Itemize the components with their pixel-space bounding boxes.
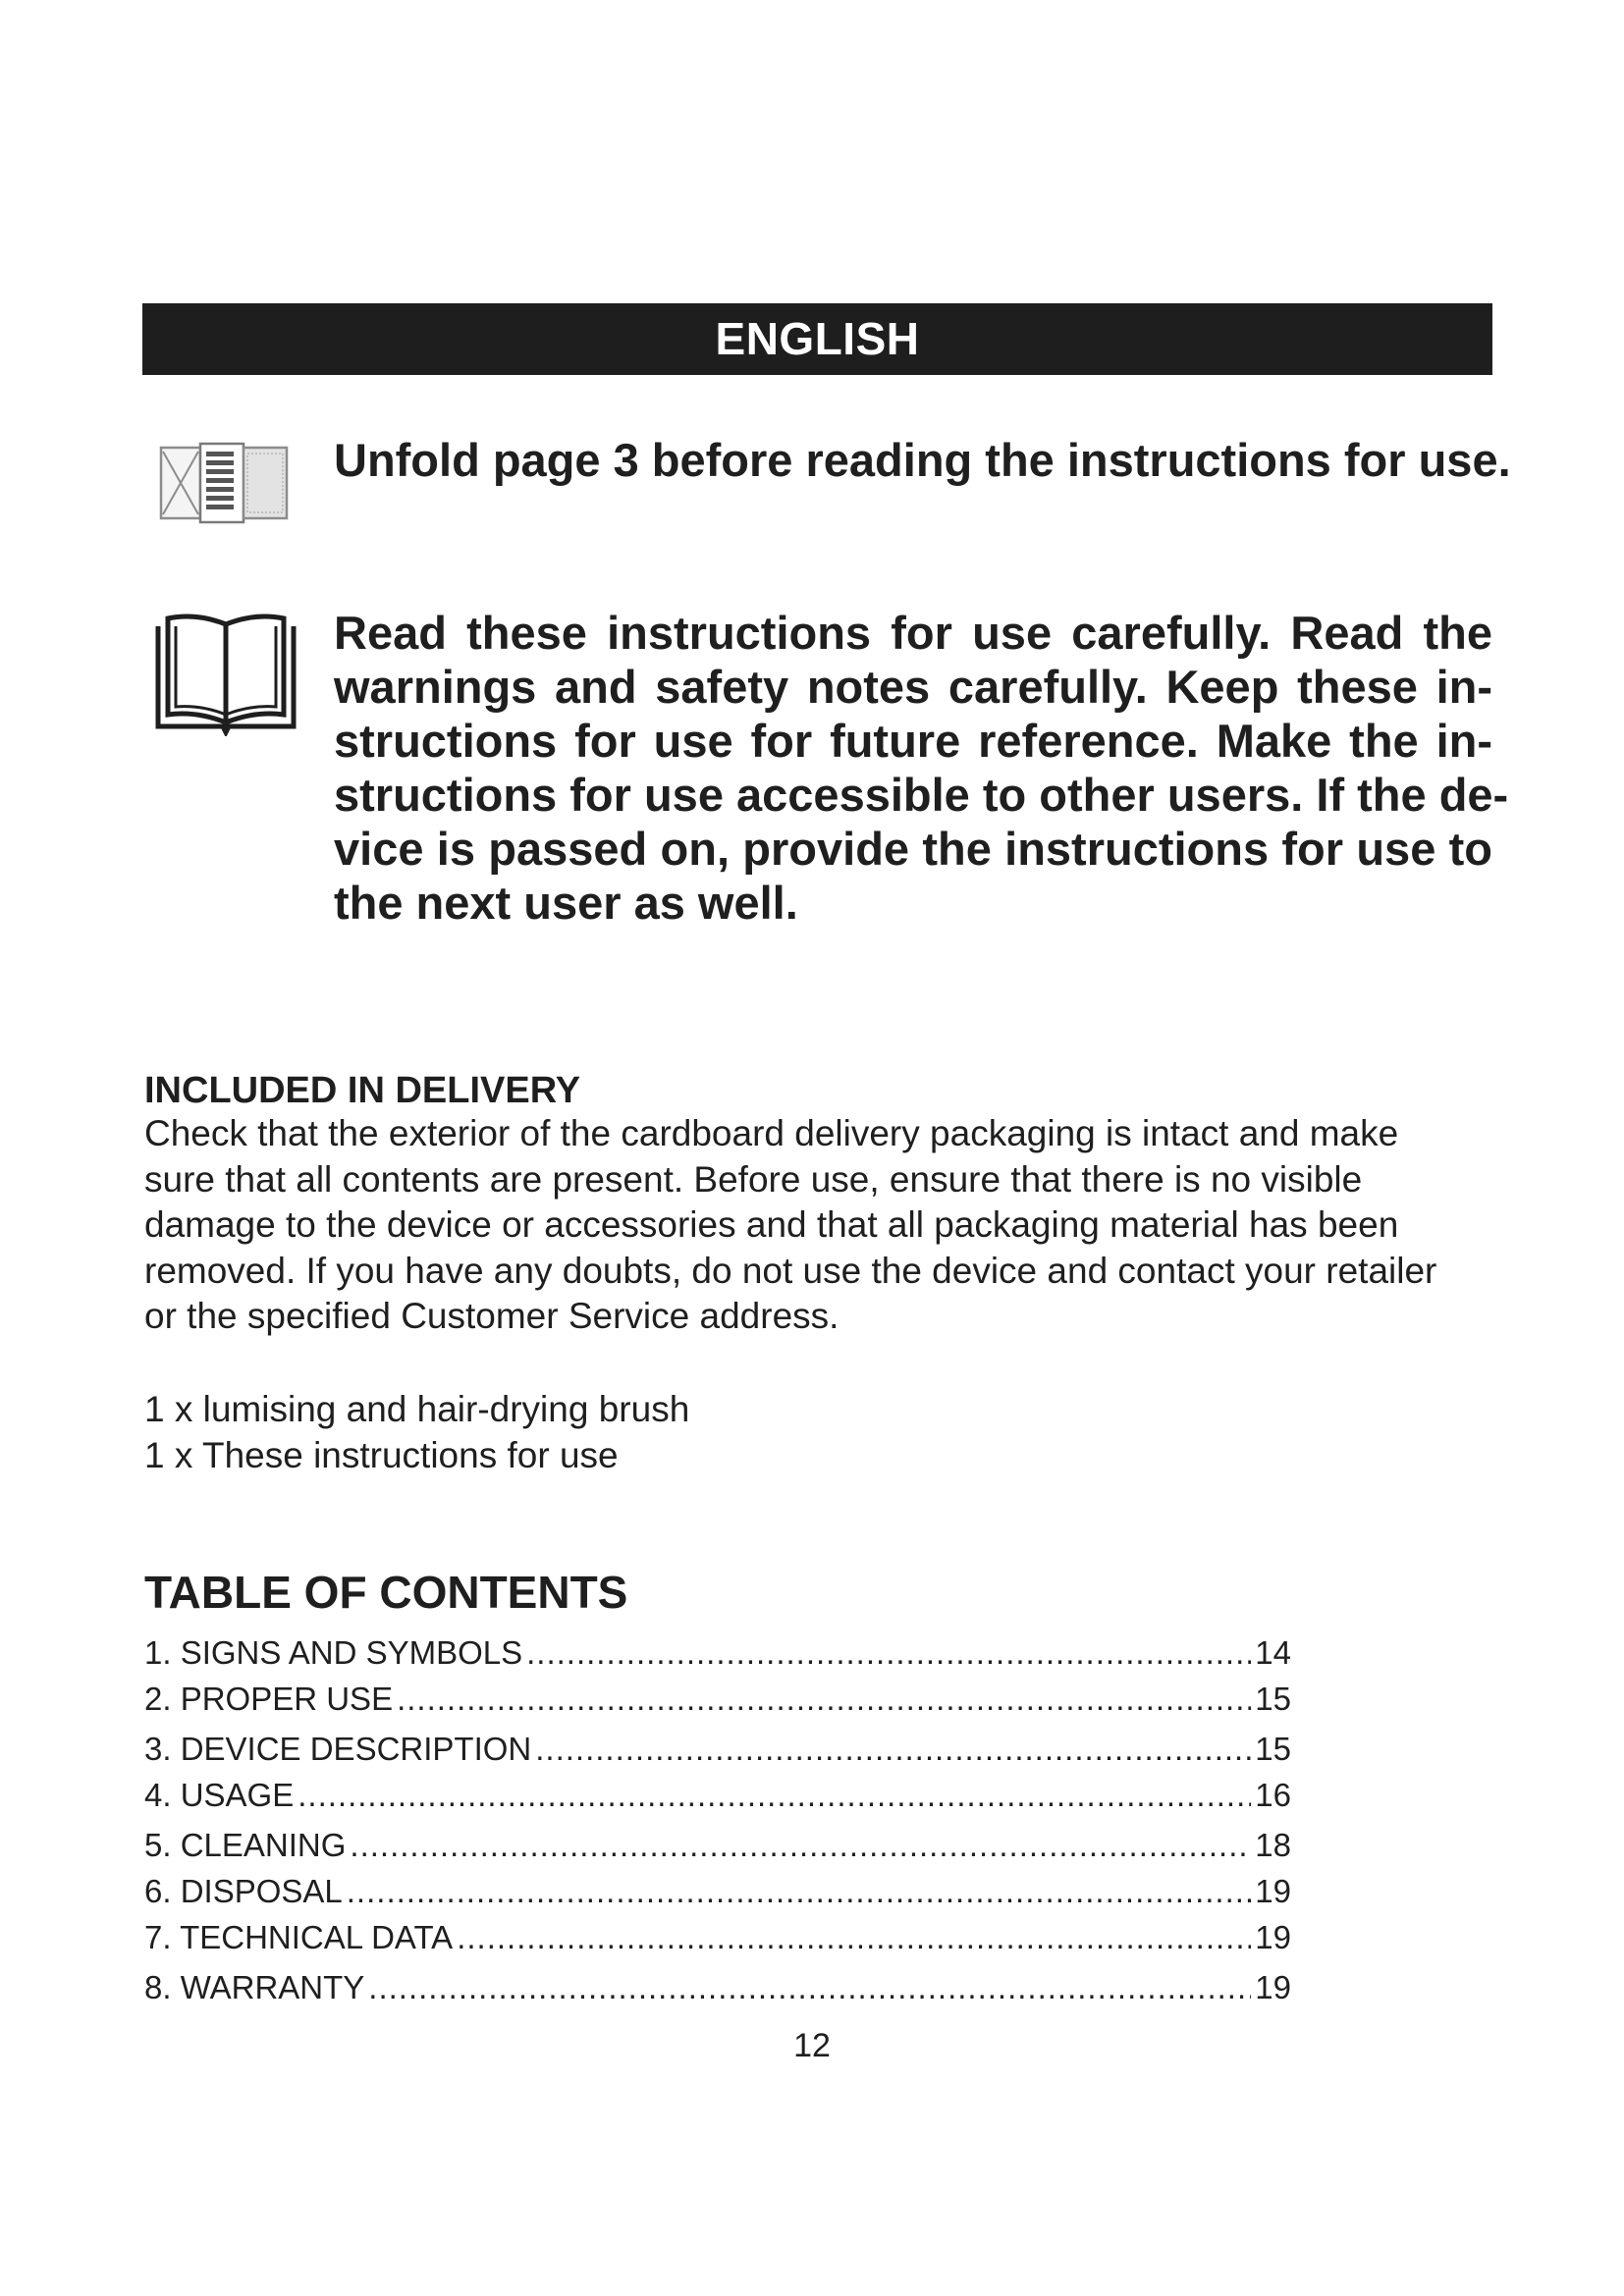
- notice-line: structions for use for future reference. Make the in-: [334, 715, 1492, 767]
- toc-entry-title: 6. DISPOSAL: [144, 1873, 343, 1909]
- paragraph-line: Check that the exterior of the cardboard delivery packaging is intact and make: [144, 1113, 1399, 1153]
- toc-leader: [347, 1872, 1252, 1911]
- notice-line: structions for use accessible to other users. If the de-: [334, 769, 1509, 821]
- toc-entry[interactable]: [144, 1968, 1291, 2007]
- toc-entry-page: 19: [1255, 1873, 1291, 1909]
- toc-entry-page: 19: [1255, 1919, 1291, 1955]
- toc-entry-page: 15: [1255, 1681, 1291, 1717]
- toc-leader: [535, 1730, 1251, 1769]
- delivery-paragraph: [144, 1111, 1499, 1340]
- toc-entry[interactable]: [144, 1680, 1291, 1719]
- open-book-icon: [152, 609, 299, 736]
- unfold-page-icon: [157, 438, 295, 526]
- toc-entry[interactable]: [144, 1633, 1291, 1673]
- toc-entry-title: 8. WARRANTY: [144, 1969, 365, 2005]
- toc-entry-title: 2. PROPER USE: [144, 1681, 394, 1717]
- toc-entry-title: 4. USAGE: [144, 1777, 295, 1813]
- toc-heading: TABLE OF CONTENTS: [144, 1567, 628, 1618]
- notice-line: Read these instructions for use carefully. Read the: [334, 607, 1492, 659]
- toc-leader: [368, 1968, 1251, 2007]
- toc-leader: [298, 1776, 1251, 1815]
- delivery-items: [144, 1387, 689, 1478]
- toc-entry-page: 15: [1255, 1731, 1291, 1767]
- delivery-heading: INCLUDED IN DELIVERY: [144, 1070, 581, 1111]
- toc-entry[interactable]: [144, 1826, 1291, 1865]
- notice-line: the next user as well.: [334, 877, 798, 929]
- unfold-notice: Unfold page 3 before reading the instructions for use.: [334, 434, 1511, 486]
- toc-entry-page: 18: [1255, 1827, 1291, 1863]
- paragraph-line: sure that all contents are present. Before use, ensure that there is no visible: [144, 1158, 1363, 1200]
- toc-entry-page: 16: [1255, 1777, 1291, 1813]
- toc-entry-title: 5. CLEANING: [144, 1827, 347, 1863]
- toc-entry[interactable]: [144, 1872, 1291, 1911]
- notice-line: vice is passed on, provide the instructions for use to: [334, 823, 1492, 875]
- language-header: ENGLISH: [142, 303, 1492, 375]
- read-instructions-notice: [334, 606, 1509, 930]
- toc-leader: [350, 1826, 1251, 1865]
- toc-entry[interactable]: [144, 1776, 1291, 1815]
- toc-entry-title: 3. DEVICE DESCRIPTION: [144, 1731, 532, 1767]
- paragraph-line: or the specified Customer Service address.: [144, 1296, 839, 1336]
- toc-entry-title: 1. SIGNS AND SYMBOLS: [144, 1634, 523, 1671]
- list-item: 1 x lumising and hair-drying brush: [144, 1389, 690, 1429]
- toc-entry[interactable]: [144, 1730, 1291, 1769]
- toc-leader: [457, 1918, 1251, 1957]
- toc-entry[interactable]: [144, 1918, 1291, 1957]
- paragraph-line: removed. If you have any doubts, do not use the device and contact your retailer: [144, 1250, 1437, 1291]
- paragraph-line: damage to the device or accessories and that all packaging material has been: [144, 1204, 1399, 1245]
- toc-entry-page: 19: [1255, 1969, 1291, 2005]
- toc-leader: [526, 1633, 1251, 1673]
- notice-line: warnings and safety notes carefully. Keep these in-: [334, 661, 1492, 713]
- toc-entry-page: 14: [1255, 1634, 1291, 1671]
- page-number: 12: [793, 2027, 831, 2064]
- toc-entry-title: 7. TECHNICAL DATA: [144, 1919, 454, 1955]
- toc-leader: [397, 1680, 1251, 1719]
- list-item: 1 x These instructions for use: [144, 1434, 619, 1475]
